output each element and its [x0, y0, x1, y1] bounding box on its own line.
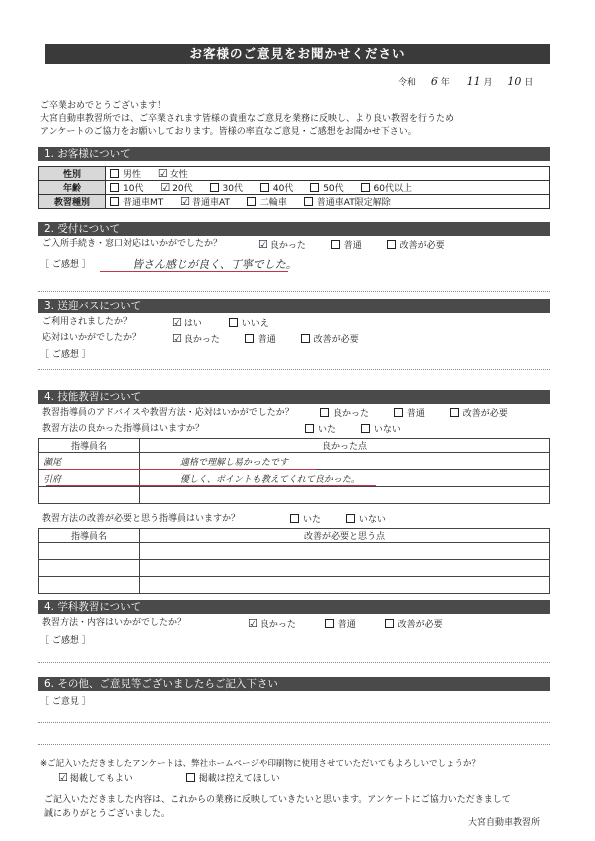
section-heading-reception: 2. 受付について [38, 222, 550, 236]
red-underline [46, 469, 316, 470]
date-day-unit: 日 [524, 78, 534, 88]
option-age-40s[interactable]: 40代 [260, 181, 293, 194]
option-yes[interactable]: ☑ はい [172, 316, 202, 329]
checkmark-icon[interactable]: ☑ [160, 181, 171, 194]
reception-options [258, 239, 459, 252]
option-yes[interactable]: いた [290, 514, 321, 526]
option-female[interactable]: ☑ 女性 [157, 167, 188, 180]
checkbox-icon[interactable] [110, 183, 119, 192]
checkmark-icon[interactable]: ☑ [172, 316, 182, 329]
section-heading-customer: 1. お客様について [38, 147, 550, 161]
other-comment-label: ［ ご意見 ］ [40, 697, 91, 707]
table-row [39, 560, 550, 577]
checkbox-icon[interactable] [245, 334, 254, 343]
section-heading-driving: 4. 技能教習について [38, 390, 550, 404]
checkbox-icon[interactable] [210, 183, 219, 192]
school-name: 大宮自動車教習所 [468, 818, 541, 828]
customer-info-table [38, 166, 550, 209]
checkbox-icon[interactable] [394, 408, 403, 417]
checkbox-icon[interactable] [385, 619, 394, 628]
checkbox-icon[interactable] [346, 514, 355, 523]
option-age-10s[interactable]: 10代 [110, 181, 143, 194]
checkbox-icon[interactable] [110, 197, 119, 206]
reception-comment-label: ［ ご感想 ］ [40, 260, 91, 270]
instructor-name-cell[interactable] [39, 487, 140, 504]
good-instructor-table [38, 438, 550, 504]
bus-used-options [172, 317, 283, 330]
checkbox-icon[interactable] [325, 619, 334, 628]
option-good[interactable]: ☑ 良かった [172, 332, 220, 345]
age-row [39, 181, 550, 195]
survey-title: お客様のご意見をお聞かせください [45, 44, 550, 64]
instructor-name-cell[interactable] [39, 560, 140, 577]
divider [38, 662, 550, 663]
gender-row [39, 167, 550, 181]
checkbox-icon[interactable] [450, 408, 459, 417]
checkbox-icon[interactable] [304, 197, 313, 206]
section-heading-classroom: 4. 学科教習について [38, 600, 550, 614]
option-course-at-removal[interactable]: 普通車AT限定解除 [304, 195, 391, 208]
age-label: 年齢 [39, 181, 106, 195]
table-row [39, 453, 550, 470]
table-row [39, 577, 550, 594]
checkbox-icon[interactable] [229, 318, 238, 327]
option-age-60s[interactable]: 60代以上 [361, 181, 412, 194]
option-good[interactable]: ☑ 良かった [258, 238, 306, 251]
divider [38, 369, 550, 370]
checkbox-icon[interactable] [260, 183, 269, 192]
option-normal[interactable]: 普通 [325, 619, 356, 631]
table-row [39, 487, 550, 504]
instructor-advice-question: 教習指導員のアドバイスや教習方法・応対はいかがでしたか？ [42, 408, 294, 418]
option-normal[interactable]: 普通 [331, 240, 362, 252]
col-instructor-name: 指導員名 [39, 529, 140, 543]
table-row [39, 543, 550, 560]
checkmark-icon[interactable]: ☑ [258, 238, 268, 251]
checkbox-icon[interactable] [361, 424, 370, 433]
bus-service-question: 応対はいかがでしたか？ [42, 333, 142, 343]
option-course-at[interactable]: ☑ 普通車AT [180, 195, 230, 208]
option-yes[interactable]: いた [305, 424, 336, 436]
reception-comment[interactable]: 皆さん感じが良く、丁寧でした。 [132, 258, 297, 271]
reception-question: ご入所手続き・窓口対応はいかがでしたか？ [42, 239, 223, 249]
option-needs-improvement[interactable]: 改善が必要 [387, 240, 445, 252]
footer-line-1: ご記入いただきました内容は、これからの業務に反映していきたいと思います。アンケートにご協力いただきまして [44, 795, 511, 805]
course-label: 教習種別 [39, 195, 106, 209]
intro-line-3: アンケートのご協力をお願いしております。皆様の率直なご意見・ご感想をお聞かせ下さい。 [40, 127, 417, 137]
checkbox-icon[interactable] [247, 197, 256, 206]
consent-options [58, 772, 294, 785]
checkbox-icon[interactable] [110, 169, 119, 178]
improvement-point-cell[interactable] [140, 543, 550, 560]
option-needs-improvement[interactable]: 改善が必要 [385, 619, 443, 631]
intro-line-2: 大宮自動車教習所では、ご卒業されます皆様の貴重なご意見を業務に反映し、より良い教習を行うため [40, 114, 455, 124]
option-no[interactable]: いない [361, 424, 401, 436]
classroom-question: 教習方法・内容はいかがでしたか？ [42, 618, 187, 628]
improve-instructor-table [38, 528, 550, 594]
course-options [106, 195, 550, 209]
option-no[interactable]: いない [346, 514, 386, 526]
date-day[interactable]: 10 [507, 75, 522, 88]
checkbox-icon[interactable] [301, 334, 310, 343]
checkbox-icon[interactable] [320, 408, 329, 417]
option-age-20s[interactable]: ☑ 20代 [160, 181, 193, 194]
option-age-30s[interactable]: 30代 [210, 181, 243, 194]
gender-label: 性別 [39, 167, 106, 181]
gender-options [106, 167, 550, 181]
red-underline [100, 271, 288, 272]
course-row [39, 195, 550, 209]
option-needs-improvement[interactable]: 改善が必要 [301, 334, 359, 346]
section-heading-other: 6. その他、ご意見等ございましたらご記入下さい [38, 677, 550, 691]
table-row [39, 470, 550, 487]
checkbox-icon[interactable] [290, 514, 299, 523]
checkmark-icon[interactable]: ☑ [58, 771, 68, 784]
option-course-mt[interactable]: 普通車MT [110, 195, 163, 208]
good-instructor-question: 教習方法の良かった指導員はいますか？ [42, 424, 205, 434]
bus-service-options [172, 333, 373, 346]
date-year[interactable]: 6 [430, 75, 438, 88]
instructor-name-cell[interactable]: 引府 [39, 470, 140, 487]
date-month[interactable]: 11 [466, 75, 481, 88]
checkbox-icon[interactable] [331, 240, 340, 249]
option-course-motorcycle[interactable]: 二輪車 [247, 195, 287, 208]
col-improvement-points: 改善が必要と思う点 [140, 529, 550, 543]
option-age-50s[interactable]: 50代 [310, 181, 343, 194]
good-point-cell[interactable]: 適格で理解し易かったです [140, 453, 550, 470]
option-normal[interactable]: 普通 [394, 408, 425, 420]
col-good-points: 良かった点 [140, 439, 550, 453]
table-header-row [39, 529, 550, 543]
checkmark-icon[interactable]: ☑ [172, 332, 182, 345]
checkbox-icon[interactable] [387, 240, 396, 249]
divider [38, 722, 550, 723]
improvement-point-cell[interactable] [140, 560, 550, 577]
age-options [106, 181, 550, 195]
bus-comment-label: ［ ご感想 ］ [40, 350, 91, 360]
instructor-name-cell[interactable]: 瀬尾 [39, 453, 140, 470]
option-male[interactable]: 男性 [110, 167, 141, 180]
checkbox-icon[interactable] [361, 183, 370, 192]
option-needs-improvement[interactable]: 改善が必要 [450, 408, 508, 420]
checkbox-icon[interactable] [310, 183, 319, 192]
checkmark-icon[interactable]: ☑ [180, 195, 191, 208]
instructor-advice-options [320, 408, 522, 420]
option-allow-publish[interactable]: ☑ 掲載してもよい [58, 771, 133, 784]
instructor-name-cell[interactable] [39, 543, 140, 560]
red-underline [46, 485, 376, 486]
instructor-name-cell[interactable] [39, 577, 140, 594]
improve-instructor-question: 教習方法の改善が必要と思う指導員はいますか？ [42, 514, 241, 524]
option-deny-publish[interactable]: 掲載は控えてほしい [186, 773, 280, 785]
date-month-unit: 月 [483, 78, 493, 88]
checkbox-icon[interactable] [186, 773, 195, 782]
consent-question: ※ご記入いただきましたアンケートは、弊社ホームページや印刷物に使用させていただいてもよろしいでしょうか？ [40, 759, 480, 769]
classroom-comment-label: ［ ご感想 ］ [40, 636, 91, 646]
option-normal[interactable]: 普通 [245, 334, 276, 346]
bus-used-question: ご利用されましたか？ [42, 317, 133, 327]
date-year-unit: 年 [440, 78, 450, 88]
intro-line-1: ご卒業おめでとうございます！ [40, 101, 167, 111]
option-good[interactable]: 良かった [320, 408, 369, 420]
checkmark-icon[interactable]: ☑ [157, 167, 168, 180]
date-era: 令和 [398, 78, 417, 88]
footer-line-2: 誠にありがとうございました。 [44, 809, 171, 819]
table-header-row [39, 439, 550, 453]
improve-instructor-options [290, 514, 400, 526]
section-heading-bus: 3. 送迎バスについて [38, 299, 550, 313]
divider [38, 744, 550, 745]
checkbox-icon[interactable] [305, 424, 314, 433]
date-line [398, 76, 533, 89]
good-point-cell[interactable]: 優しく、ポイントも教えてくれて良かった。 [140, 470, 550, 487]
option-good[interactable]: ☑ 良かった [248, 617, 296, 630]
good-point-cell[interactable] [140, 487, 550, 504]
option-no[interactable]: いいえ [229, 318, 269, 330]
classroom-options [248, 618, 457, 631]
good-instructor-options [305, 424, 415, 436]
divider [38, 291, 550, 292]
checkmark-icon[interactable]: ☑ [248, 617, 258, 630]
col-instructor-name: 指導員名 [39, 439, 140, 453]
improvement-point-cell[interactable] [140, 577, 550, 594]
